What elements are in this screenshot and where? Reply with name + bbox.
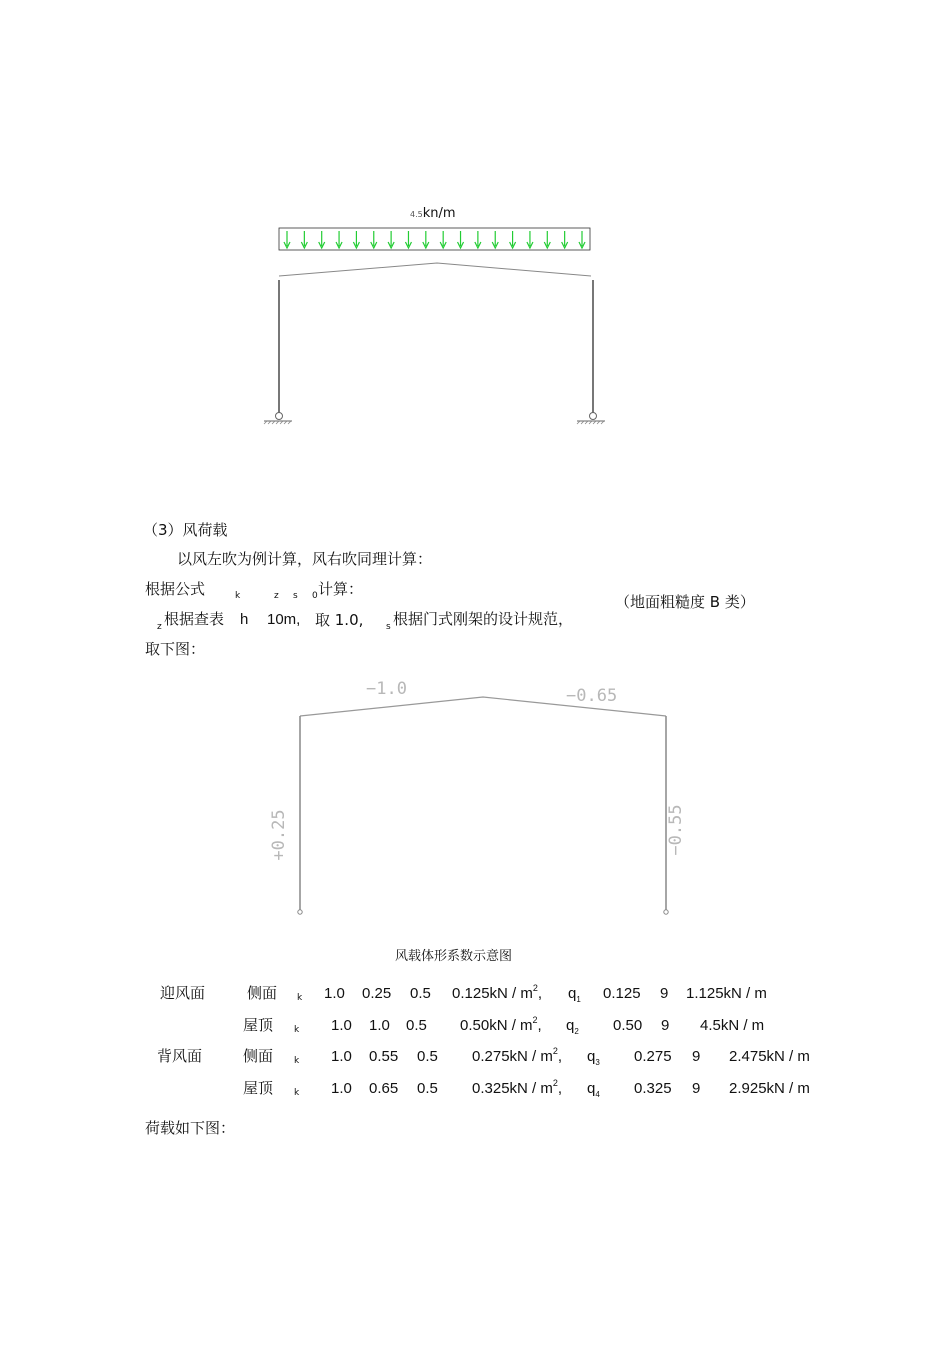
load-arrow-head bbox=[319, 242, 325, 248]
load-arrow-head bbox=[510, 242, 516, 248]
row2-roof-label: 屋顶 bbox=[243, 1016, 274, 1034]
row4-d: 0.325 bbox=[634, 1080, 672, 1097]
figure-1-load-label bbox=[410, 206, 456, 221]
row2-r: 4.5kN / m bbox=[700, 1017, 765, 1034]
load-arrow-head bbox=[371, 242, 377, 248]
load-arrow-head bbox=[579, 242, 585, 248]
row4-c: 0.5 bbox=[417, 1080, 438, 1097]
left-col-coef: +0.25 bbox=[269, 809, 289, 861]
intro-text: 以风左吹为例计算，风右吹同理计算： bbox=[177, 550, 433, 568]
line2-10m: 10m, bbox=[267, 611, 301, 628]
formula-prefix: 根据公式 bbox=[145, 580, 206, 598]
row1-a: 1.0 bbox=[324, 985, 345, 1002]
row4-r: 2.925kN / m bbox=[729, 1080, 810, 1097]
load-arrow-head bbox=[544, 242, 550, 248]
terrain-note: （地面粗糙度 B 类） bbox=[615, 593, 755, 611]
load-unit-label: kn/m bbox=[422, 206, 456, 221]
row2-k: k bbox=[294, 1025, 300, 1035]
load-arrow-head bbox=[388, 242, 394, 248]
row1-c: 0.5 bbox=[410, 985, 431, 1002]
row1-b: 0.25 bbox=[362, 985, 392, 1002]
row4-q: $q_4$ bbox=[587, 1080, 600, 1099]
right-support bbox=[577, 413, 605, 425]
load-box bbox=[279, 228, 590, 250]
row3-e: 9 bbox=[692, 1048, 701, 1065]
load-arrow-head bbox=[405, 242, 411, 248]
formula-line bbox=[145, 580, 205, 598]
load-arrow-head bbox=[562, 242, 568, 248]
load-arrow-head bbox=[301, 242, 307, 248]
load-arrow-head bbox=[475, 242, 481, 248]
load-value-label: 4.5 bbox=[410, 210, 423, 219]
load-arrows bbox=[284, 231, 585, 248]
row3-a: 1.0 bbox=[331, 1048, 352, 1065]
formula-suffix: 计算： bbox=[318, 580, 364, 598]
load-arrow-head bbox=[527, 242, 533, 248]
row3-b: 0.55 bbox=[369, 1048, 399, 1065]
load-arrow-head bbox=[458, 242, 464, 248]
row1-e: 9 bbox=[660, 985, 669, 1002]
row4-b: 0.65 bbox=[369, 1080, 399, 1097]
row1-side-label: 侧面 bbox=[247, 984, 278, 1002]
load-arrow-head bbox=[284, 242, 290, 248]
row2-b: 1.0 bbox=[369, 1017, 390, 1034]
symbol-k: k bbox=[235, 591, 241, 601]
windward-label: 迎风面 bbox=[160, 984, 206, 1002]
row3-r: 2.475kN / m bbox=[729, 1048, 810, 1065]
row2-d: 0.50 bbox=[613, 1017, 643, 1034]
line2-take: 取 1.0, bbox=[315, 611, 364, 629]
load-arrow-head bbox=[336, 242, 342, 248]
load-arrow-head bbox=[423, 242, 429, 248]
row4-e: 9 bbox=[692, 1080, 701, 1097]
row4-k: k bbox=[294, 1088, 300, 1098]
load-arrow-head bbox=[440, 242, 446, 248]
wind-right-base bbox=[664, 910, 668, 914]
line2-lookup: 根据查表 bbox=[164, 610, 225, 628]
row2-a: 1.0 bbox=[331, 1017, 352, 1034]
symbol-z: z bbox=[274, 591, 279, 601]
roof-line bbox=[279, 263, 591, 276]
right-roof-coef: −0.65 bbox=[566, 686, 618, 706]
row2-c: 0.5 bbox=[406, 1017, 427, 1034]
row1-q: $q_1$ bbox=[568, 985, 581, 1004]
figure-2-caption: 风载体形系数示意图 bbox=[395, 949, 513, 964]
line2-h: h bbox=[240, 611, 249, 628]
row2-e: 9 bbox=[661, 1017, 670, 1034]
symbol-s: s bbox=[293, 591, 298, 601]
right-col-coef: −0.55 bbox=[666, 804, 686, 856]
section-heading: （3）风荷载 bbox=[143, 521, 228, 539]
symbol-0: 0 bbox=[312, 591, 318, 601]
row1-k: k bbox=[297, 993, 303, 1003]
line2-spec: 根据门式刚架的设计规范， bbox=[393, 610, 574, 628]
symbol-z-2: z bbox=[157, 622, 162, 632]
row1-d: 0.125 bbox=[603, 985, 641, 1002]
row2-q: $q_2$ bbox=[566, 1017, 579, 1036]
row3-k: k bbox=[294, 1056, 300, 1066]
row3-q: $q_3$ bbox=[587, 1048, 600, 1067]
symbol-s-2: s bbox=[386, 622, 391, 632]
row2-w: $0.50kN / m^2$, bbox=[460, 1015, 542, 1034]
row4-roof-label: 屋顶 bbox=[243, 1079, 274, 1097]
row4-a: 1.0 bbox=[331, 1080, 352, 1097]
row3-w: $0.275kN / m^2$, bbox=[472, 1046, 563, 1065]
left-support bbox=[264, 413, 292, 425]
left-roof-coef: −1.0 bbox=[366, 679, 407, 699]
row1-r: 1.125kN / m bbox=[686, 985, 767, 1002]
line3-text: 取下图： bbox=[145, 640, 206, 658]
leeward-label: 背风面 bbox=[157, 1047, 203, 1065]
wind-left-base bbox=[298, 910, 302, 914]
row3-side-label: 侧面 bbox=[243, 1047, 274, 1065]
row1-w: $0.125kN / m^2$, bbox=[452, 983, 543, 1002]
row3-d: 0.275 bbox=[634, 1048, 672, 1065]
footer-text: 荷载如下图： bbox=[145, 1119, 236, 1137]
row4-w: $0.325kN / m^2$, bbox=[472, 1078, 563, 1097]
row3-c: 0.5 bbox=[417, 1048, 438, 1065]
load-arrow-head bbox=[492, 242, 498, 248]
load-arrow-head bbox=[353, 242, 359, 248]
